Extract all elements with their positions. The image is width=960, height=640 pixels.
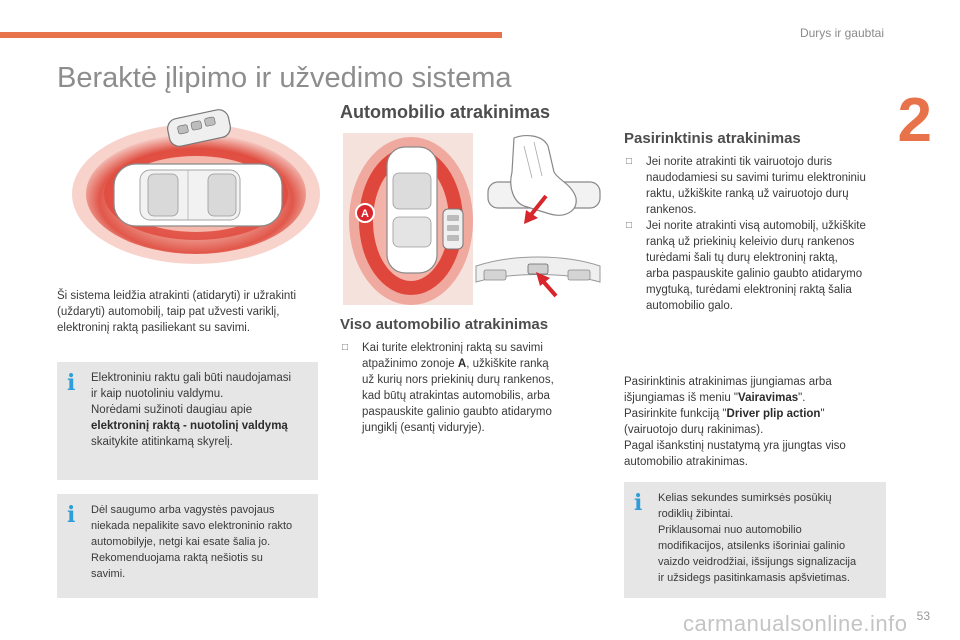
info-icon: i <box>67 370 76 396</box>
page-title: Beraktė įlipimo ir užvedimo sistema <box>57 62 512 94</box>
chapter-number: 2 <box>897 86 932 155</box>
door-handle-hand-illustration <box>484 132 604 238</box>
info-icon: i <box>67 502 76 528</box>
car-front-body <box>387 147 437 273</box>
selective-settings-text: Pasirinktinis atrakinimas įjungiamas arba išjungiamas iš meniu "Vairavimas". Pasirinkite funkciją "Driver plip action" (vairuotojo durų rakinimas). Pagal išankstinį nustatymą yra įjungtas viso automobilio atrakinimas. <box>624 376 846 468</box>
tailgate-switch <box>528 264 548 274</box>
key-fob-icon <box>443 209 463 249</box>
bullet-marker-icon: □ <box>342 342 349 353</box>
bullet-marker-icon: □ <box>626 220 633 231</box>
zone-a-label: A <box>361 208 369 220</box>
full-unlock-bullet: □ Kai turite elektroninį raktą su savimi atpažinimo zonoje A, užkiškite ranką už kurių nors priekinių durų rankenos, kad būtų atrakintas automobilis, arba paspauskite galinio gaubto atidarymo jungiklį (esantį viduryje). <box>342 342 554 434</box>
full-unlock-heading: Viso automobilio atrakinimas <box>340 316 549 333</box>
info-box-key-safety: i Dėl saugumo arba vagystės pavojaus niekada nepalikite savo elektroninio rakto automobilyje, netgi kai esate šalia jo. Rekomenduojama raktą nešiotis su savimi. <box>57 494 318 598</box>
watermark: carmanualsonline.info <box>683 611 908 636</box>
top-accent-bar <box>0 32 502 38</box>
selective-unlock-heading: Pasirinktinis atrakinimas <box>624 130 801 147</box>
zone-a-illustration <box>343 133 473 305</box>
info-box-remote-control: i Elektroniniu raktu gali būti naudojamasi ir kaip nuotoliniu valdymu. Norėdami sužinoti daugiau apie elektroninį raktą - nuotolinį valdymą skaitykite atitinkamą skyrelį. <box>57 362 318 480</box>
info-icon: i <box>634 490 643 516</box>
hand-outline <box>511 136 576 216</box>
unlocking-heading: Automobilio atrakinimas <box>340 102 551 122</box>
selective-bullet-all: □ Jei norite atrakinti visą automobilį, užkiškite ranką už priekinių keleivio durų rankenos turėdami šali tų durų elektroninį raktą, arba paspauskite galinio gaubto atidarymo mygtuką, turėdami elektroninį raktą šalia automobilio galo. <box>626 220 866 312</box>
tailgate-switch-illustration <box>472 246 604 306</box>
bullet-marker-icon: □ <box>626 156 633 167</box>
selective-bullet-driver: □ Jei norite atrakinti tik vairuotojo duris naudodamiesi su savimi turimu elektroniniu raktu, užkiškite ranką už vairuotojo durų rankenos. <box>626 156 866 216</box>
section-name: Durys ir gaubtai <box>799 26 884 40</box>
car-detection-zone-illustration <box>70 108 322 266</box>
intro-text: Ši sistema leidžia atrakinti (atidaryti) ir užrakinti (uždaryti) automobilį, taip pat užvesti variklį, elektroninį raktą pasiliekant su savimi. <box>57 290 297 334</box>
info-box-indicators: i Kelias sekundes sumirksės posūkių rodiklių žibintai. Priklausomai nuo automobilio modifikacijos, atsilenks išoriniai galinio vaizdo veidrodžiai, išsijungs signalizacija ir užsidegs pasitinkamasis apšvietimas. <box>624 482 886 598</box>
page-number: 53 <box>916 609 930 623</box>
